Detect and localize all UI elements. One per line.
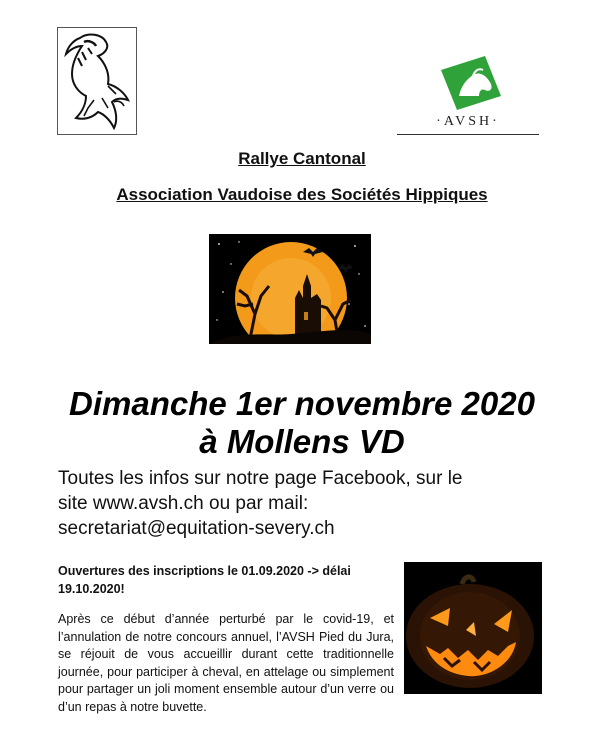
halloween-castle-moon-image (209, 234, 371, 344)
header-association: Association Vaudoise des Sociétés Hippiques (116, 185, 488, 204)
registration-line: 19.10.2020! (58, 582, 125, 596)
body-paragraph: Après ce début d’année perturbé par le covid-19, et l’annulation de notre concours annuel, l’AVSH Pied du Jura, se réjouit de vous accueillir durant cette traditionnelle journée, pour participer à cheval, en attelage ou simplement pour partager un joli moment ensemble autour d’un verre ou d’un repas à notre buvette. (58, 612, 394, 714)
rearing-horse-icon (58, 28, 136, 134)
contact-email: secretariat@equitation-severy.ch (58, 518, 335, 539)
contact-info-line: Toutes les infos sur notre page Facebook, sur le (58, 468, 463, 489)
event-date: Dimanche 1er novembre 2020 (69, 385, 535, 422)
header-rallye: Rallye Cantonal (238, 149, 366, 168)
event-place: à Mollens VD (199, 423, 405, 460)
registration-notice (58, 562, 388, 598)
horse-logo (57, 27, 137, 135)
avsh-logo-rule (397, 134, 539, 135)
avsh-logo (397, 56, 539, 140)
contact-info (58, 466, 558, 541)
horse-head-icon (435, 56, 501, 110)
registration-line: Ouvertures des inscriptions le 01.09.2020 -> délai (58, 564, 351, 578)
contact-info-line: site www.avsh.ch ou par mail: (58, 493, 309, 514)
avsh-logo-text: ·AVSH· (436, 114, 500, 129)
jack-o-lantern-image (404, 562, 542, 694)
